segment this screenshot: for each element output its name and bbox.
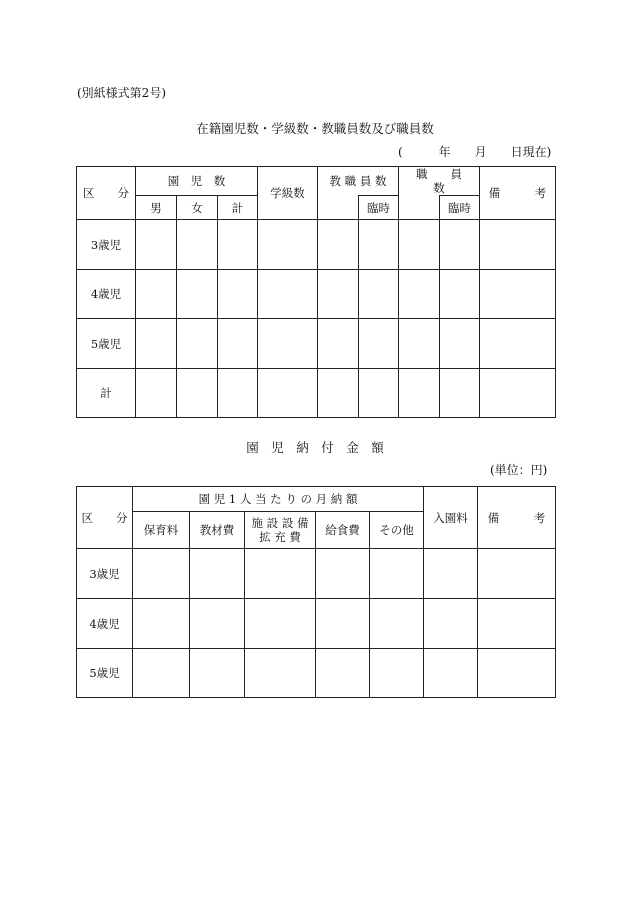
cell-input[interactable] xyxy=(318,369,359,418)
cell-input[interactable] xyxy=(218,369,258,418)
header-staff-temp: 臨時 xyxy=(440,196,480,220)
header-female: 女 xyxy=(177,196,218,220)
cell-input[interactable] xyxy=(370,599,424,649)
row-label: 3歳児 xyxy=(77,220,136,270)
cell-input[interactable] xyxy=(478,599,556,649)
cell-input[interactable] xyxy=(190,599,245,649)
cell-input[interactable] xyxy=(359,220,399,270)
row-label: 計 xyxy=(77,369,136,418)
cell-input[interactable] xyxy=(136,220,177,270)
as-of-date-label: ( 年 月 日現在) xyxy=(398,145,552,159)
cell-input[interactable] xyxy=(245,599,316,649)
header-classes: 学級数 xyxy=(258,167,318,220)
cell-input[interactable] xyxy=(136,270,177,319)
cell-input[interactable] xyxy=(399,369,440,418)
header-male: 男 xyxy=(136,196,177,220)
cell-input[interactable] xyxy=(218,270,258,319)
cell-input[interactable] xyxy=(440,369,480,418)
row-label: 3歳児 xyxy=(77,549,133,599)
cell-input[interactable] xyxy=(258,270,318,319)
row-label: 4歳児 xyxy=(77,270,136,319)
header-other: その他 xyxy=(370,512,424,549)
fee-table xyxy=(76,486,556,698)
cell-input[interactable] xyxy=(480,270,556,319)
cell-input[interactable] xyxy=(258,319,318,369)
table1-title: 在籍園児数・学級数・教職員数及び職員数 xyxy=(196,121,434,136)
cell-input[interactable] xyxy=(136,369,177,418)
cell-input[interactable] xyxy=(318,319,359,369)
cell-input[interactable] xyxy=(245,549,316,599)
cell-input[interactable] xyxy=(478,649,556,698)
unit-label: (単位：円) xyxy=(490,463,548,477)
header-monthly-fee: 園 児 1 人 当 た り の 月 納 額 xyxy=(133,487,424,512)
cell-input[interactable] xyxy=(370,549,424,599)
header-remarks: 備 考 xyxy=(478,487,556,549)
header-kubun: 区 分 xyxy=(77,487,133,549)
table-row xyxy=(77,270,556,319)
row-label: 5歳児 xyxy=(77,649,133,698)
cell-input[interactable] xyxy=(399,270,440,319)
cell-input[interactable] xyxy=(424,549,478,599)
cell-input[interactable] xyxy=(370,649,424,698)
cell-input[interactable] xyxy=(399,220,440,270)
header-meals: 給食費 xyxy=(316,512,370,549)
cell-input[interactable] xyxy=(316,549,370,599)
table-row xyxy=(77,649,556,698)
header-total: 計 xyxy=(218,196,258,220)
header-tuition: 保育料 xyxy=(133,512,190,549)
table-row xyxy=(77,549,556,599)
cell-input[interactable] xyxy=(424,649,478,698)
table-row xyxy=(77,369,556,418)
header-teachers-blank xyxy=(318,196,359,220)
header-materials: 教材費 xyxy=(190,512,245,549)
row-label: 4歳児 xyxy=(77,599,133,649)
enrollment-table xyxy=(76,166,556,418)
cell-input[interactable] xyxy=(190,549,245,599)
cell-input[interactable] xyxy=(316,599,370,649)
cell-input[interactable] xyxy=(440,220,480,270)
header-facility xyxy=(245,512,316,549)
header-enji-count: 園 児 数 xyxy=(136,167,258,196)
header-remarks: 備 考 xyxy=(480,167,556,220)
cell-input[interactable] xyxy=(258,369,318,418)
cell-input[interactable] xyxy=(245,649,316,698)
cell-input[interactable] xyxy=(478,549,556,599)
cell-input[interactable] xyxy=(480,369,556,418)
header-admission-fee: 入園料 xyxy=(424,487,478,549)
header-kubun: 区 分 xyxy=(77,167,136,220)
cell-input[interactable] xyxy=(359,369,399,418)
cell-input[interactable] xyxy=(318,220,359,270)
cell-input[interactable] xyxy=(480,220,556,270)
header-facility-line2: 拡 充 費 xyxy=(259,530,301,544)
cell-input[interactable] xyxy=(424,599,478,649)
header-teachers-temp: 臨時 xyxy=(359,196,399,220)
cell-input[interactable] xyxy=(440,270,480,319)
row-label: 5歳児 xyxy=(77,319,136,369)
cell-input[interactable] xyxy=(399,319,440,369)
header-staff: 職 員 数 xyxy=(399,167,480,196)
cell-input[interactable] xyxy=(177,369,218,418)
cell-input[interactable] xyxy=(133,649,190,698)
cell-input[interactable] xyxy=(316,649,370,698)
cell-input[interactable] xyxy=(136,319,177,369)
cell-input[interactable] xyxy=(218,220,258,270)
header-teachers: 教 職 員 数 xyxy=(318,167,399,196)
cell-input[interactable] xyxy=(318,270,359,319)
table-row xyxy=(77,599,556,649)
cell-input[interactable] xyxy=(440,319,480,369)
cell-input[interactable] xyxy=(177,319,218,369)
header-staff-blank xyxy=(399,196,440,220)
cell-input[interactable] xyxy=(133,549,190,599)
cell-input[interactable] xyxy=(359,270,399,319)
cell-input[interactable] xyxy=(133,599,190,649)
cell-input[interactable] xyxy=(218,319,258,369)
cell-input[interactable] xyxy=(258,220,318,270)
table-row xyxy=(77,319,556,369)
cell-input[interactable] xyxy=(359,319,399,369)
form-number: (別紙様式第2号) xyxy=(77,86,166,100)
cell-input[interactable] xyxy=(177,220,218,270)
cell-input[interactable] xyxy=(190,649,245,698)
table-row xyxy=(77,220,556,270)
table2-title: 園 児 納 付 金 額 xyxy=(246,440,384,455)
cell-input[interactable] xyxy=(177,270,218,319)
cell-input[interactable] xyxy=(480,319,556,369)
header-facility-line1: 施 設 設 備 xyxy=(251,516,309,530)
